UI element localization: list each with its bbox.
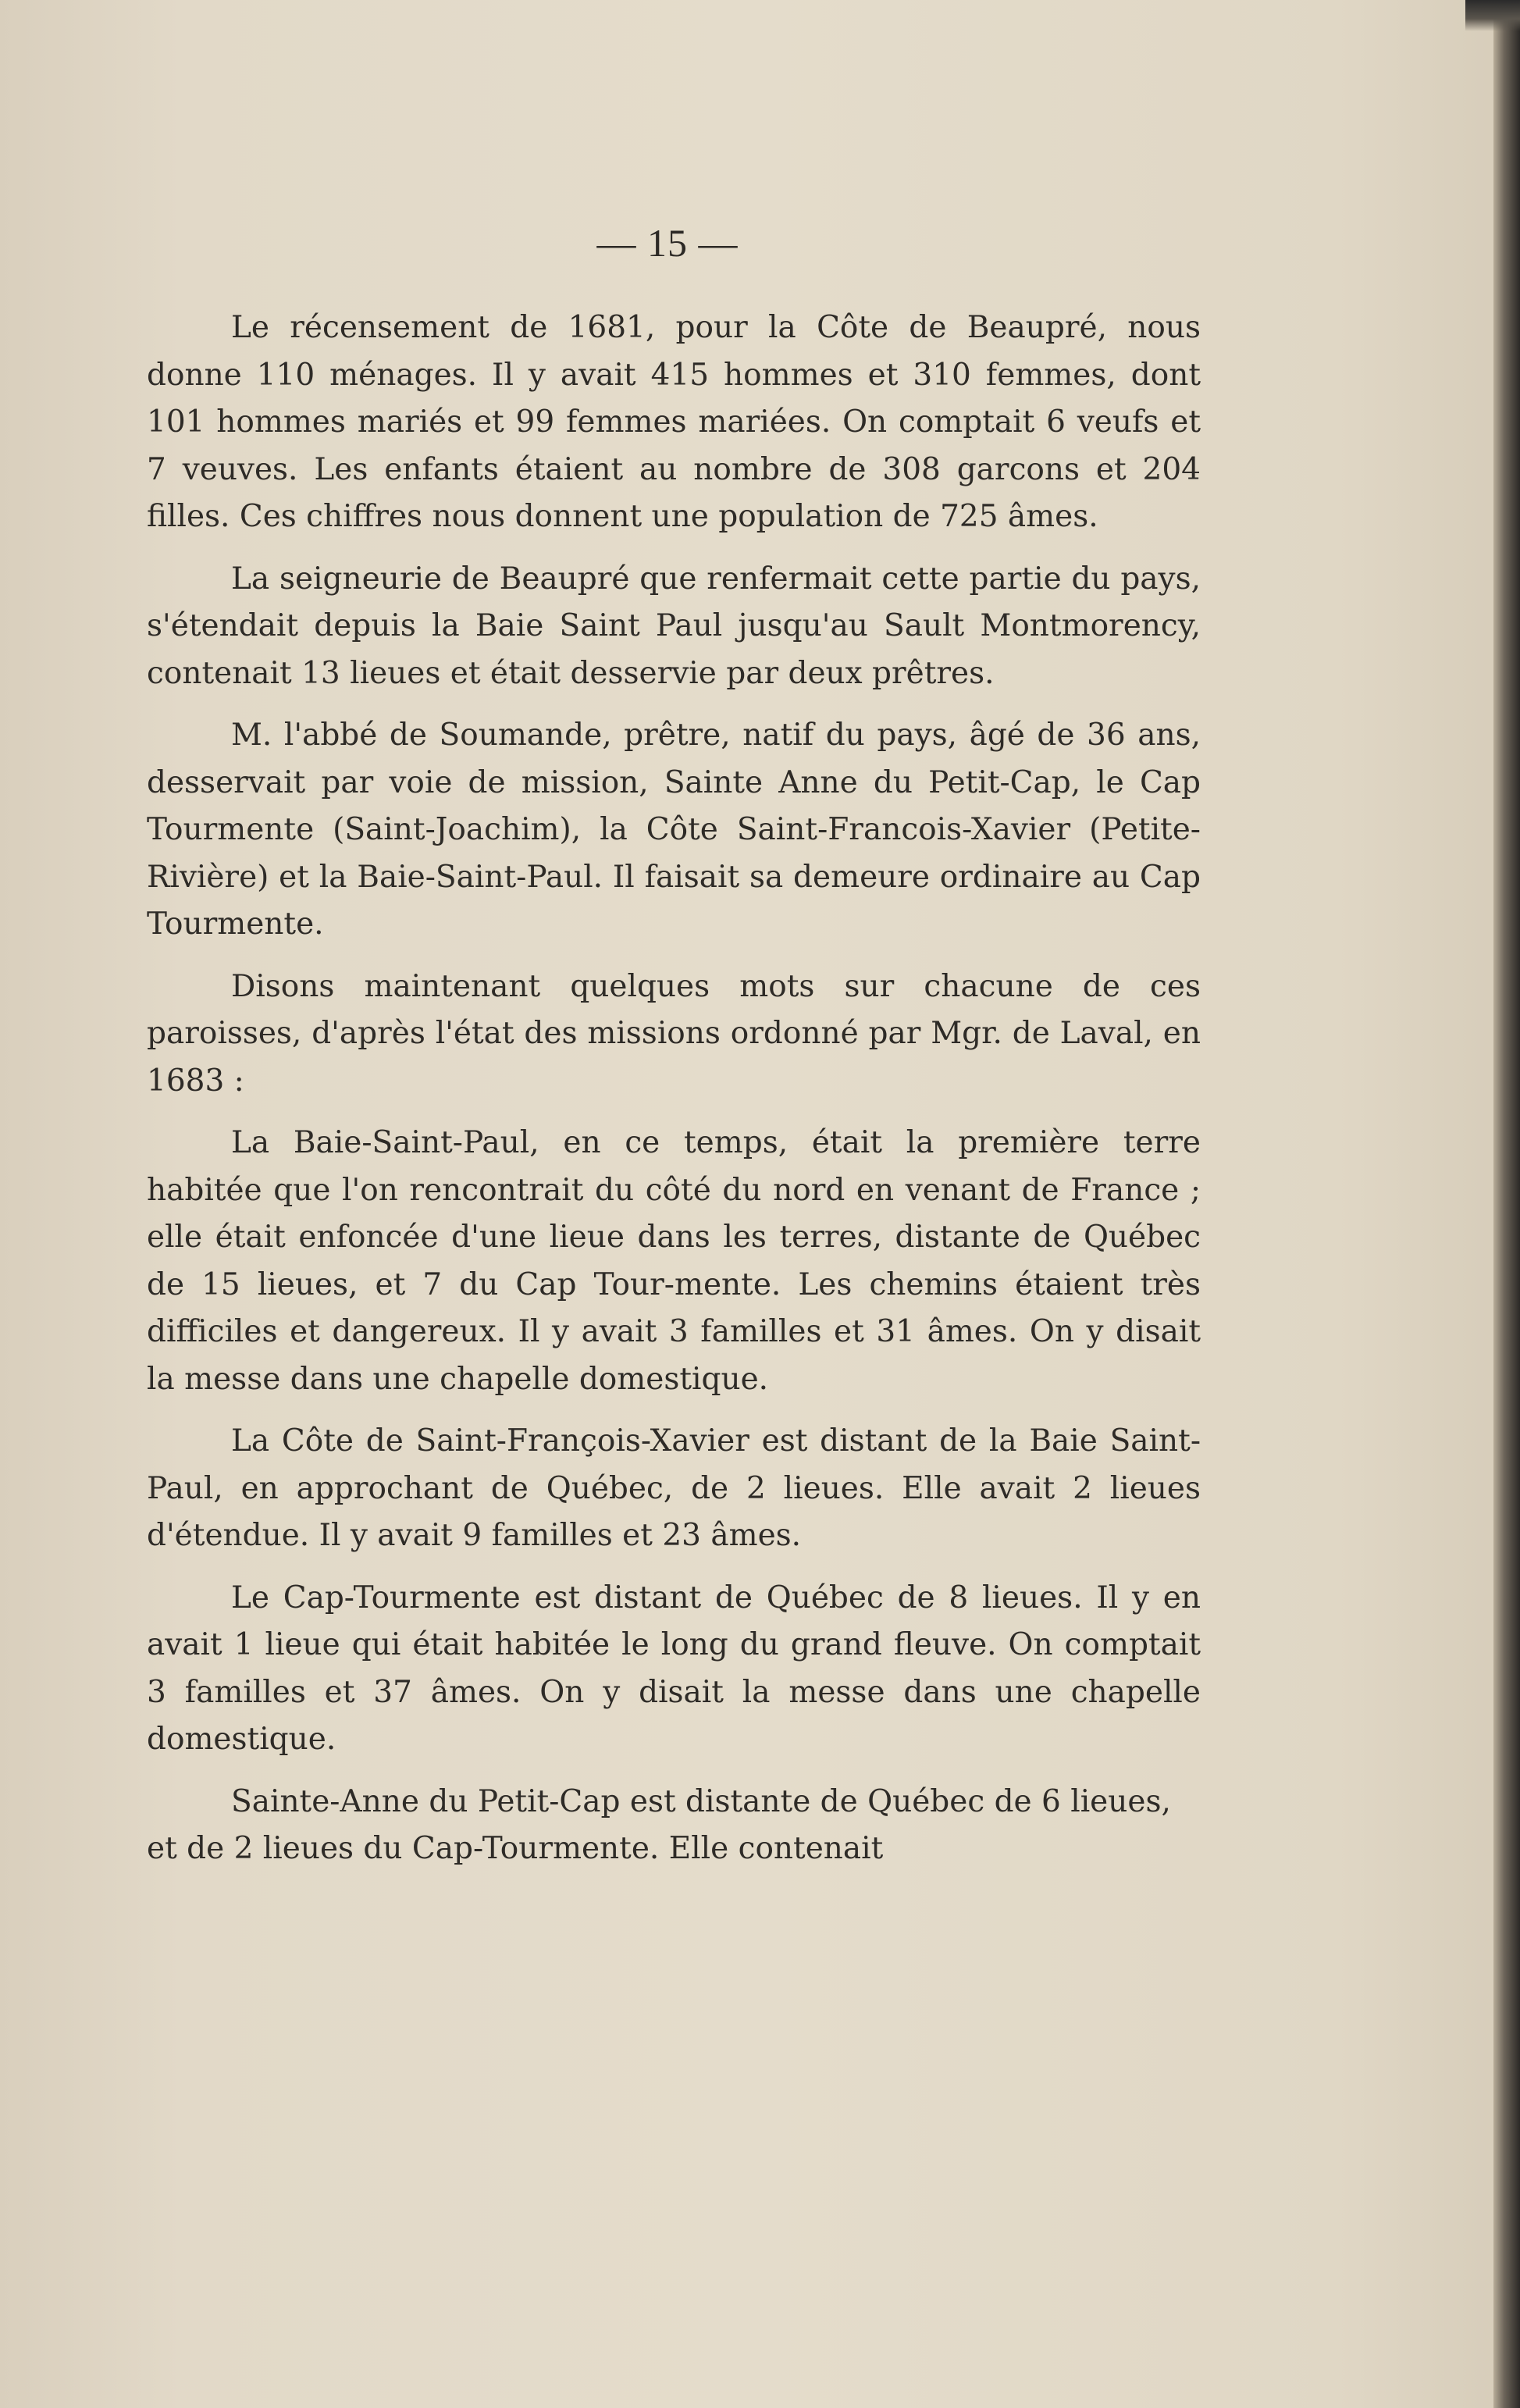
paragraph-baie-saint-paul: La Baie-Saint-Paul, en ce temps, était la première terre habitée que l'on rencontrait du côté du nord en venant de France ; elle était enfoncée d'une lieue dans les terres, distante de Québec de 15 lieues, et 7 du Cap Tour-mente. Les chemins étaient très difficiles et dangereux. Il y avait 3 familles et 31 âmes. On y disait la messe dans une chapelle domestique. — [147, 1125, 1201, 1397]
paragraph-cote-saint-francois-xavier: La Côte de Saint-François-Xavier est distant de la Baie Saint-Paul, en approchant de Québec, de 2 lieues. Elle avait 2 lieues d'étendue. Il y avait 9 familles et 23 âmes. — [147, 1423, 1201, 1553]
page-number: — 15 — — [596, 221, 739, 265]
paragraph-sainte-anne: Sainte-Anne du Petit-Cap est distante de Québec de 6 lieues, et de 2 lieues du Cap-Tourmente. Elle contenait — [147, 1783, 1171, 1866]
page-binding-edge — [1493, 0, 1520, 2408]
paragraph-census: Le récensement de 1681, pour la Côte de Beaupré, nous donne 110 ménages. Il y avait 415 hommes et 310 femmes, dont 101 hommes mariés et 99 femmes mariées. On comptait 6 veufs et 7 veuves. Les enfants étaient au nombre de 308 garcons et 204 filles. Ces chiffres nous donnent une population de 725 âmes. — [147, 310, 1201, 534]
body-text — [147, 305, 1201, 1888]
paragraph-abbe-soumande: M. l'abbé de Soumande, prêtre, natif du pays, âgé de 36 ans, desservait par voie de mission, Sainte Anne du Petit-Cap, le Cap Tourmente (Saint-Joachim), la Côte Saint-Francois-Xavier (Petite-Rivière) et la Baie-Saint-Paul. Il faisait sa demeure ordinaire au Cap Tourmente. — [147, 718, 1201, 942]
paragraph-seigneurie: La seigneurie de Beaupré que renfermait cette partie du pays, s'étendait depuis la Baie Saint Paul jusqu'au Sault Montmorency, contenait 13 lieues et était desservie par deux prêtres. — [147, 561, 1201, 691]
page-corner-shadow — [1465, 0, 1520, 31]
paragraph-cap-tourmente: Le Cap-Tourmente est distant de Québec de 8 lieues. Il y en avait 1 lieue qui était habitée le long du grand fleuve. On comptait 3 familles et 37 âmes. On y disait la messe dans une chapelle domestique. — [147, 1580, 1201, 1757]
paragraph-missions-intro: Disons maintenant quelques mots sur chacune de ces paroisses, d'après l'état des missions ordonné par Mgr. de Laval, en 1683 : — [147, 968, 1201, 1099]
